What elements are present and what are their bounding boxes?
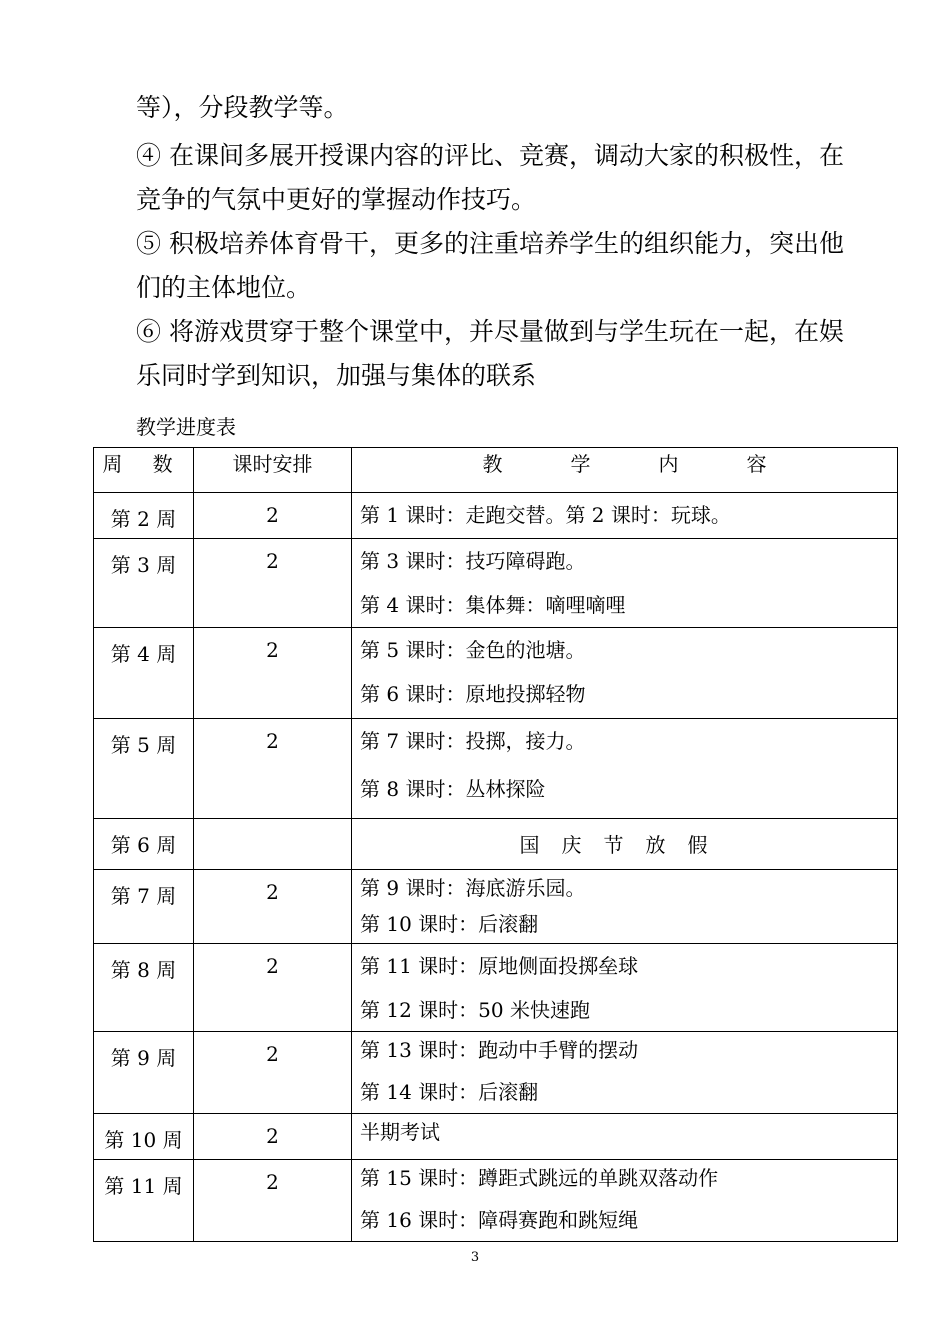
hours-cell: 2 <box>194 539 352 628</box>
content-line: 第 15 课时：蹲距式跳远的单跳双落动作 <box>360 1166 719 1190</box>
content-line: 半期考试 <box>360 1120 440 1144</box>
content-line: 第 7 课时：投掷，接力。 <box>360 729 586 753</box>
content-line: 第 6 课时：原地投掷轻物 <box>360 682 586 706</box>
header-content-label: 教学内容 <box>482 452 835 476</box>
content-line: 第 9 课时：海底游乐园。 <box>360 876 586 900</box>
week-cell: 第 6 周 <box>94 819 194 870</box>
content-cell <box>352 1114 898 1160</box>
content-line: 第 16 课时：障碍赛跑和跳短绳 <box>360 1208 639 1232</box>
paragraph-item-5: ⑤ 积极培养体育骨干，更多的注重培养学生的组织能力，突出他们的主体地位。 <box>136 229 844 302</box>
header-hours: 课时安排 <box>194 448 352 493</box>
table-row <box>94 944 898 1032</box>
content-cell <box>352 1160 898 1242</box>
content-line: 第 12 课时：50 米快速跑 <box>360 998 590 1022</box>
week-cell: 第 7 周 <box>94 870 194 944</box>
content-line: 第 3 课时：技巧障碍跑。 <box>360 549 586 573</box>
content-cell <box>352 493 898 539</box>
content-cell <box>352 628 898 719</box>
table-caption: 教学进度表 <box>136 415 236 439</box>
table-row <box>94 1032 898 1114</box>
table-row <box>94 870 898 944</box>
hours-cell: 2 <box>194 719 352 819</box>
content-cell <box>352 944 898 1032</box>
content-line: 第 14 课时：后滚翻 <box>360 1080 539 1104</box>
content-line: 第 13 课时：跑动中手臂的摆动 <box>360 1038 639 1062</box>
content-cell <box>352 1032 898 1114</box>
header-week: 周 数 <box>94 448 194 493</box>
week-cell: 第 10 周 <box>94 1114 194 1160</box>
table-row <box>94 539 898 628</box>
week-cell: 第 9 周 <box>94 1032 194 1114</box>
table-header-row <box>94 448 898 493</box>
table-row <box>94 493 898 539</box>
content-cell <box>352 539 898 628</box>
hours-cell: 2 <box>194 1032 352 1114</box>
hours-cell: 2 <box>194 1114 352 1160</box>
teaching-schedule-table <box>93 447 898 1242</box>
content-line: 第 10 课时：后滚翻 <box>360 912 539 936</box>
holiday-cell: 国庆节放假 <box>352 819 898 870</box>
paragraph-item-6: ⑥ 将游戏贯穿于整个课堂中，并尽量做到与学生玩在一起，在娱乐同时学到知识，加强与集体的联系 <box>136 317 844 390</box>
table-row <box>94 1160 898 1242</box>
content-line: 第 11 课时：原地侧面投掷垒球 <box>360 954 639 978</box>
paragraph-item-4: ④ 在课间多展开授课内容的评比、竞赛，调动大家的积极性，在竞争的气氛中更好的掌握动作技巧。 <box>136 141 844 214</box>
hours-cell: 2 <box>194 1160 352 1242</box>
content-cell <box>352 870 898 944</box>
content-line: 第 8 课时：丛林探险 <box>360 777 546 801</box>
content-line: 第 5 课时：金色的池塘。 <box>360 638 586 662</box>
hours-cell: 2 <box>194 944 352 1032</box>
table-row <box>94 628 898 719</box>
week-cell: 第 3 周 <box>94 539 194 628</box>
header-content <box>352 448 898 493</box>
hours-cell <box>194 819 352 870</box>
content-cell <box>352 719 898 819</box>
week-cell: 第 11 周 <box>94 1160 194 1242</box>
week-cell: 第 2 周 <box>94 493 194 539</box>
week-cell: 第 4 周 <box>94 628 194 719</box>
table-row <box>94 1114 898 1160</box>
page-number: 3 <box>470 1250 480 1265</box>
table-row <box>94 819 898 870</box>
content-line: 第 1 课时：走跑交替。第 2 课时：玩球。 <box>360 503 731 527</box>
paragraph-continuation: 等），分段教学等。 <box>136 93 349 122</box>
hours-cell: 2 <box>194 628 352 719</box>
hours-cell: 2 <box>194 870 352 944</box>
week-cell: 第 5 周 <box>94 719 194 819</box>
hours-cell: 2 <box>194 493 352 539</box>
week-cell: 第 8 周 <box>94 944 194 1032</box>
content-line: 第 4 课时：集体舞：嘀哩嘀哩 <box>360 593 626 617</box>
table-row <box>94 719 898 819</box>
